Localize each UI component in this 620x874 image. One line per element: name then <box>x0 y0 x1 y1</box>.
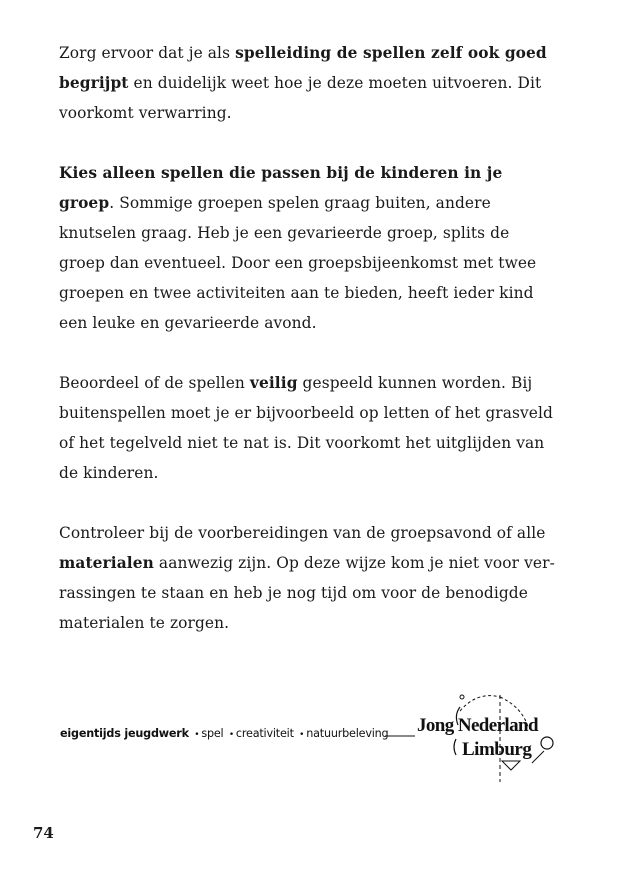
bold-text: spelleiding de spellen zelf ook goed begrijpt <box>59 44 547 92</box>
text-run: gespeeld kunnen worden. Bij buitenspellen moet je er bijvoorbeeld op letten of het grasveld of het tegelveld niet te nat is. Dit voorkomt het uitglijden van de kinderen. <box>59 374 553 482</box>
footer-tagline <box>60 727 388 740</box>
page-number: 74 <box>33 824 54 842</box>
bold-text: materialen <box>59 554 154 572</box>
logo-arc-bottom <box>532 751 544 763</box>
text-run: . Sommige groepen spelen graag buiten, andere knutselen graag. Heb je een gevarieerde groep, splits de groep dan eventueel. Door een groepsbijeenkomst met twee groepen en twee activiteiten aan te bieden, heeft ieder kind een leuke en gevarieerde avond. <box>59 194 537 332</box>
tagline-bold: eigentijds jeugdwerk <box>60 727 189 740</box>
bold-text: Kies alleen spellen die passen bij de kinderen in je groep <box>59 164 503 212</box>
text-run: Beoordeel of de spellen <box>59 374 250 392</box>
text-run: aanwezig zijn. Op deze wijze kom je niet voor verrassingen te staan en heb je nog tijd om voor de benodigde materialen te zorgen. <box>59 554 555 632</box>
tagline-item: natuurbeleving <box>306 727 389 740</box>
logo-triangle <box>502 761 520 770</box>
text-run: en duidelijk weet hoe je deze moeten uitvoeren. Dit voorkomt verwarring. <box>59 74 542 122</box>
tagline-item: spel <box>201 727 224 740</box>
jong-nederland-limburg-logo <box>382 685 562 785</box>
paragraph-4 <box>59 518 559 638</box>
logo-text-line1: Jong Nederland <box>417 715 538 736</box>
logo-circle-small <box>460 695 464 699</box>
logo-text-line2: Limburg <box>462 739 532 760</box>
logo-arc-top <box>460 696 500 711</box>
bullet-separator: • <box>228 730 234 740</box>
logo-graphic <box>382 685 562 785</box>
tagline-item: creativiteit <box>235 727 294 740</box>
body-text <box>59 38 559 668</box>
bold-text: veilig <box>249 374 298 392</box>
bullet-separator: • <box>194 730 200 740</box>
paragraph-3 <box>59 368 559 488</box>
paragraph-1 <box>59 38 559 128</box>
logo-bracket-bottom <box>454 739 456 755</box>
bullet-separator: • <box>299 730 305 740</box>
logo-circle-right <box>541 737 553 749</box>
text-run: Controleer bij de voorbereidingen van de groepsavond of alle <box>59 524 546 542</box>
text-run: Zorg ervoor dat je als <box>59 44 236 62</box>
paragraph-2 <box>59 158 559 338</box>
